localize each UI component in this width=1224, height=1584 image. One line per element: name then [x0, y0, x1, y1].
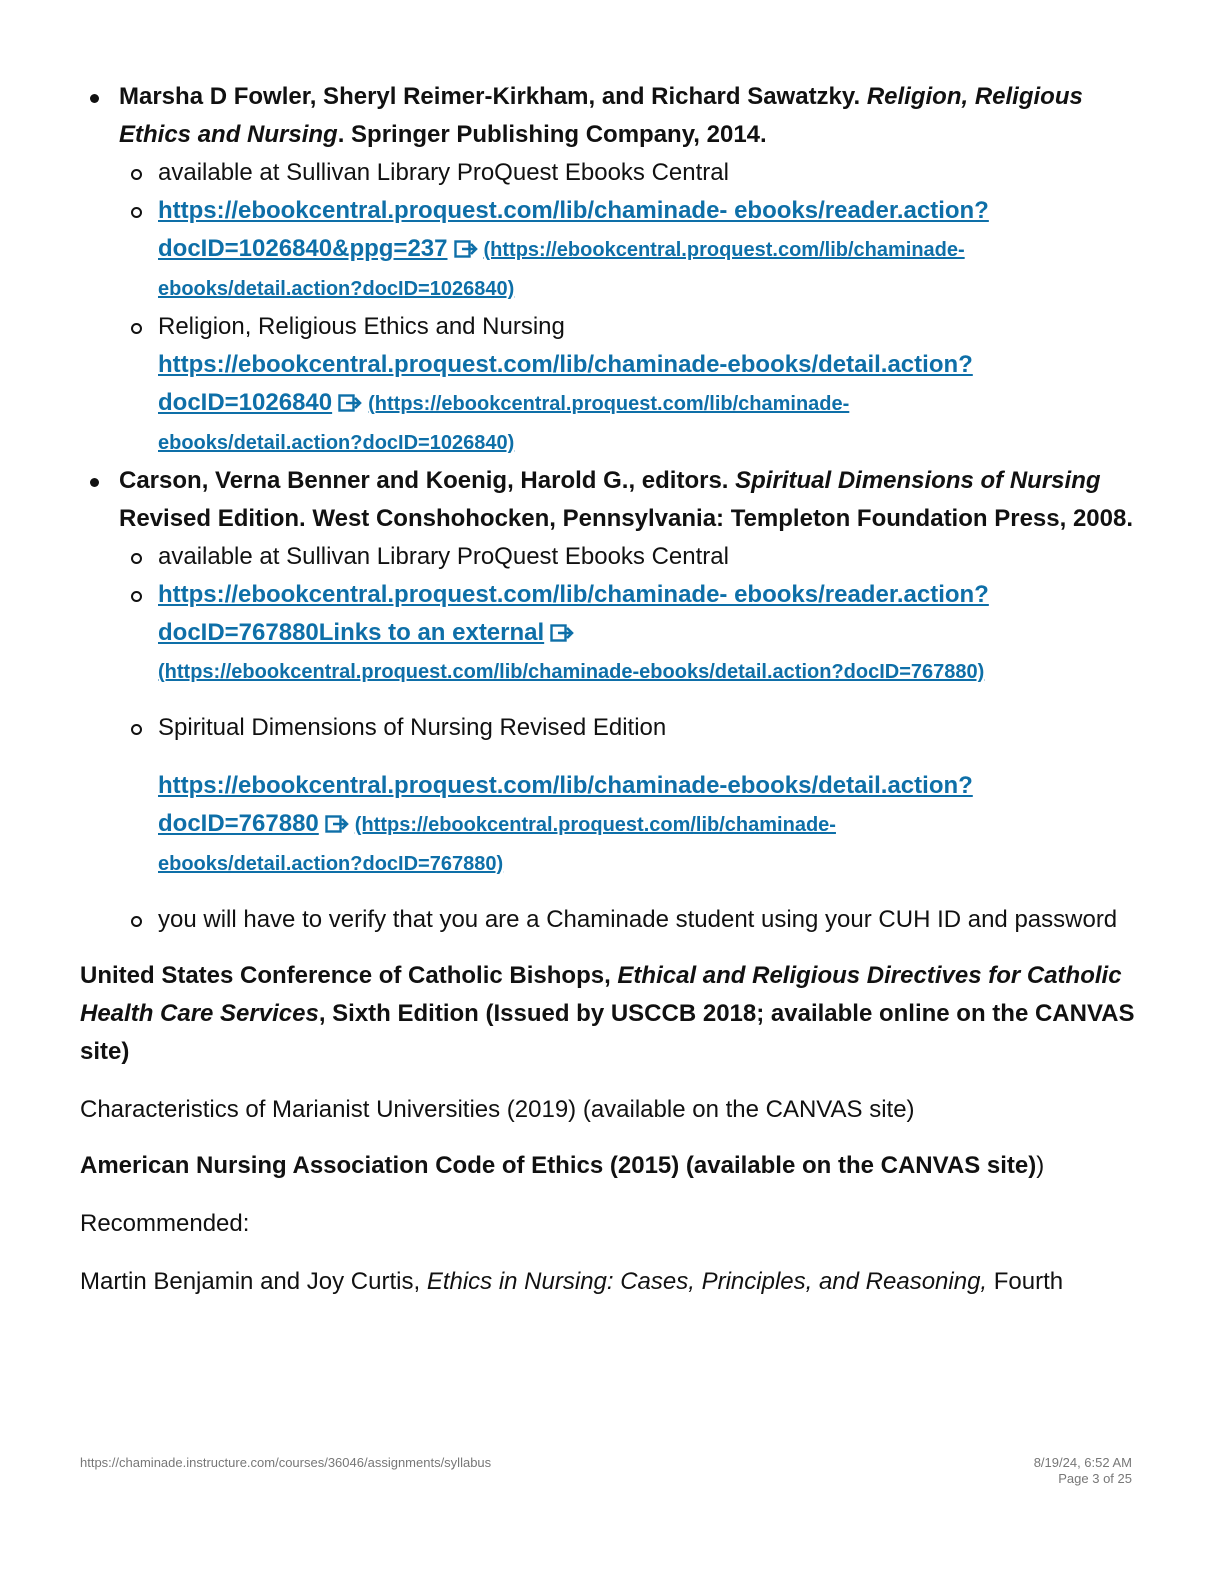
recommended-heading: Recommended: — [80, 1210, 250, 1237]
list-item — [119, 901, 1140, 939]
external-link-icon — [338, 387, 364, 407]
carson-reader-link[interactable]: https://ebookcentral.proquest.com/lib/chaminade- ebooks/reader.action? docID=767880Links to an external — [158, 581, 989, 646]
marianist-citation: Characteristics of Marianist Universities (2019) (available on the CANVAS site) — [80, 1096, 915, 1123]
fowler-reader-external-link[interactable]: (https://ebookcentral.proquest.com/lib/chaminade- ebooks/detail.action?docID=1026840) — [158, 239, 965, 300]
ana-citation: American Nursing Association Code of Ethics (2015) (available on the CANVAS site)) — [80, 1152, 1045, 1179]
document-body — [80, 78, 1140, 1301]
list-item — [119, 538, 1140, 576]
benjamin-citation: Martin Benjamin and Joy Curtis, Ethics in Nursing: Cases, Principles, and Reasoning, Fourth — [80, 1268, 1064, 1295]
external-link-icon — [325, 808, 351, 828]
carson-detail-external-link[interactable]: (https://ebookcentral.proquest.com/lib/chaminade- ebooks/detail.action?docID=767880) — [158, 814, 836, 875]
list-item — [119, 576, 1140, 709]
list-item-fowler — [80, 78, 1140, 462]
usccb-citation: United States Conference of Catholic Bishops, Ethical and Religious Directives for Catholic Health Care Services, Sixth Edition (Issued by USCCB 2018; available online on the CANVAS site) — [80, 962, 1135, 1065]
list-item — [119, 154, 1140, 192]
external-link-icon — [550, 617, 576, 637]
footer-page-number: Page 3 of 25 — [1058, 1471, 1132, 1486]
footer-meta — [1034, 1455, 1132, 1487]
carson-sublist — [119, 538, 1140, 939]
carson-detail-link[interactable]: https://ebookcentral.proquest.com/lib/chaminade-ebooks/detail.action? docID=767880 — [158, 772, 973, 837]
carson-availability: available at Sullivan Library ProQuest Ebooks Central — [158, 543, 729, 570]
fowler-title: Religion, Religious Ethics and Nursing — [119, 83, 1083, 148]
footer-datetime: 8/19/24, 6:52 AM — [1033, 1455, 1132, 1470]
external-link-icon — [454, 233, 480, 253]
list-item — [119, 308, 1140, 462]
carson-title-plain: Spiritual Dimensions of Nursing Revised Edition — [158, 714, 667, 741]
fowler-availability: available at Sullivan Library ProQuest Ebooks Central — [158, 159, 729, 186]
carson-verify-note: you will have to verify that you are a Chaminade student using your CUH ID and password — [158, 906, 1118, 933]
carson-details: Revised Edition. West Conshohocken, Pennsylvania: Templeton Foundation Press, 2008. — [119, 505, 1133, 532]
footer-url: https://chaminade.instructure.com/courses/36046/assignments/syllabus — [80, 1455, 492, 1470]
list-item — [119, 192, 1140, 308]
fowler-sublist — [119, 154, 1140, 462]
reading-list — [80, 78, 1140, 939]
fowler-publisher: . Springer Publishing Company, 2014. — [337, 121, 767, 148]
fowler-title-plain: Religion, Religious Ethics and Nursing — [158, 313, 565, 340]
fowler-detail-link[interactable]: https://ebookcentral.proquest.com/lib/chaminade-ebooks/detail.action? docID=1026840 — [158, 351, 973, 416]
list-item — [119, 709, 1140, 901]
list-item-carson — [80, 462, 1140, 939]
fowler-authors: Marsha D Fowler, Sheryl Reimer-Kirkham, and Richard Sawatzky. — [119, 83, 861, 110]
fowler-detail-external-link[interactable]: (https://ebookcentral.proquest.com/lib/chaminade- ebooks/detail.action?docID=1026840) — [158, 393, 850, 454]
carson-reader-external-link[interactable]: (https://ebookcentral.proquest.com/lib/chaminade-ebooks/detail.action?docID=767880) — [158, 661, 985, 683]
carson-title: Spiritual Dimensions of Nursing — [735, 467, 1101, 494]
fowler-reader-link[interactable]: https://ebookcentral.proquest.com/lib/chaminade- ebooks/reader.action? docID=1026840&ppg=237 — [158, 197, 989, 262]
carson-authors: Carson, Verna Benner and Koenig, Harold G., editors. — [119, 467, 729, 494]
